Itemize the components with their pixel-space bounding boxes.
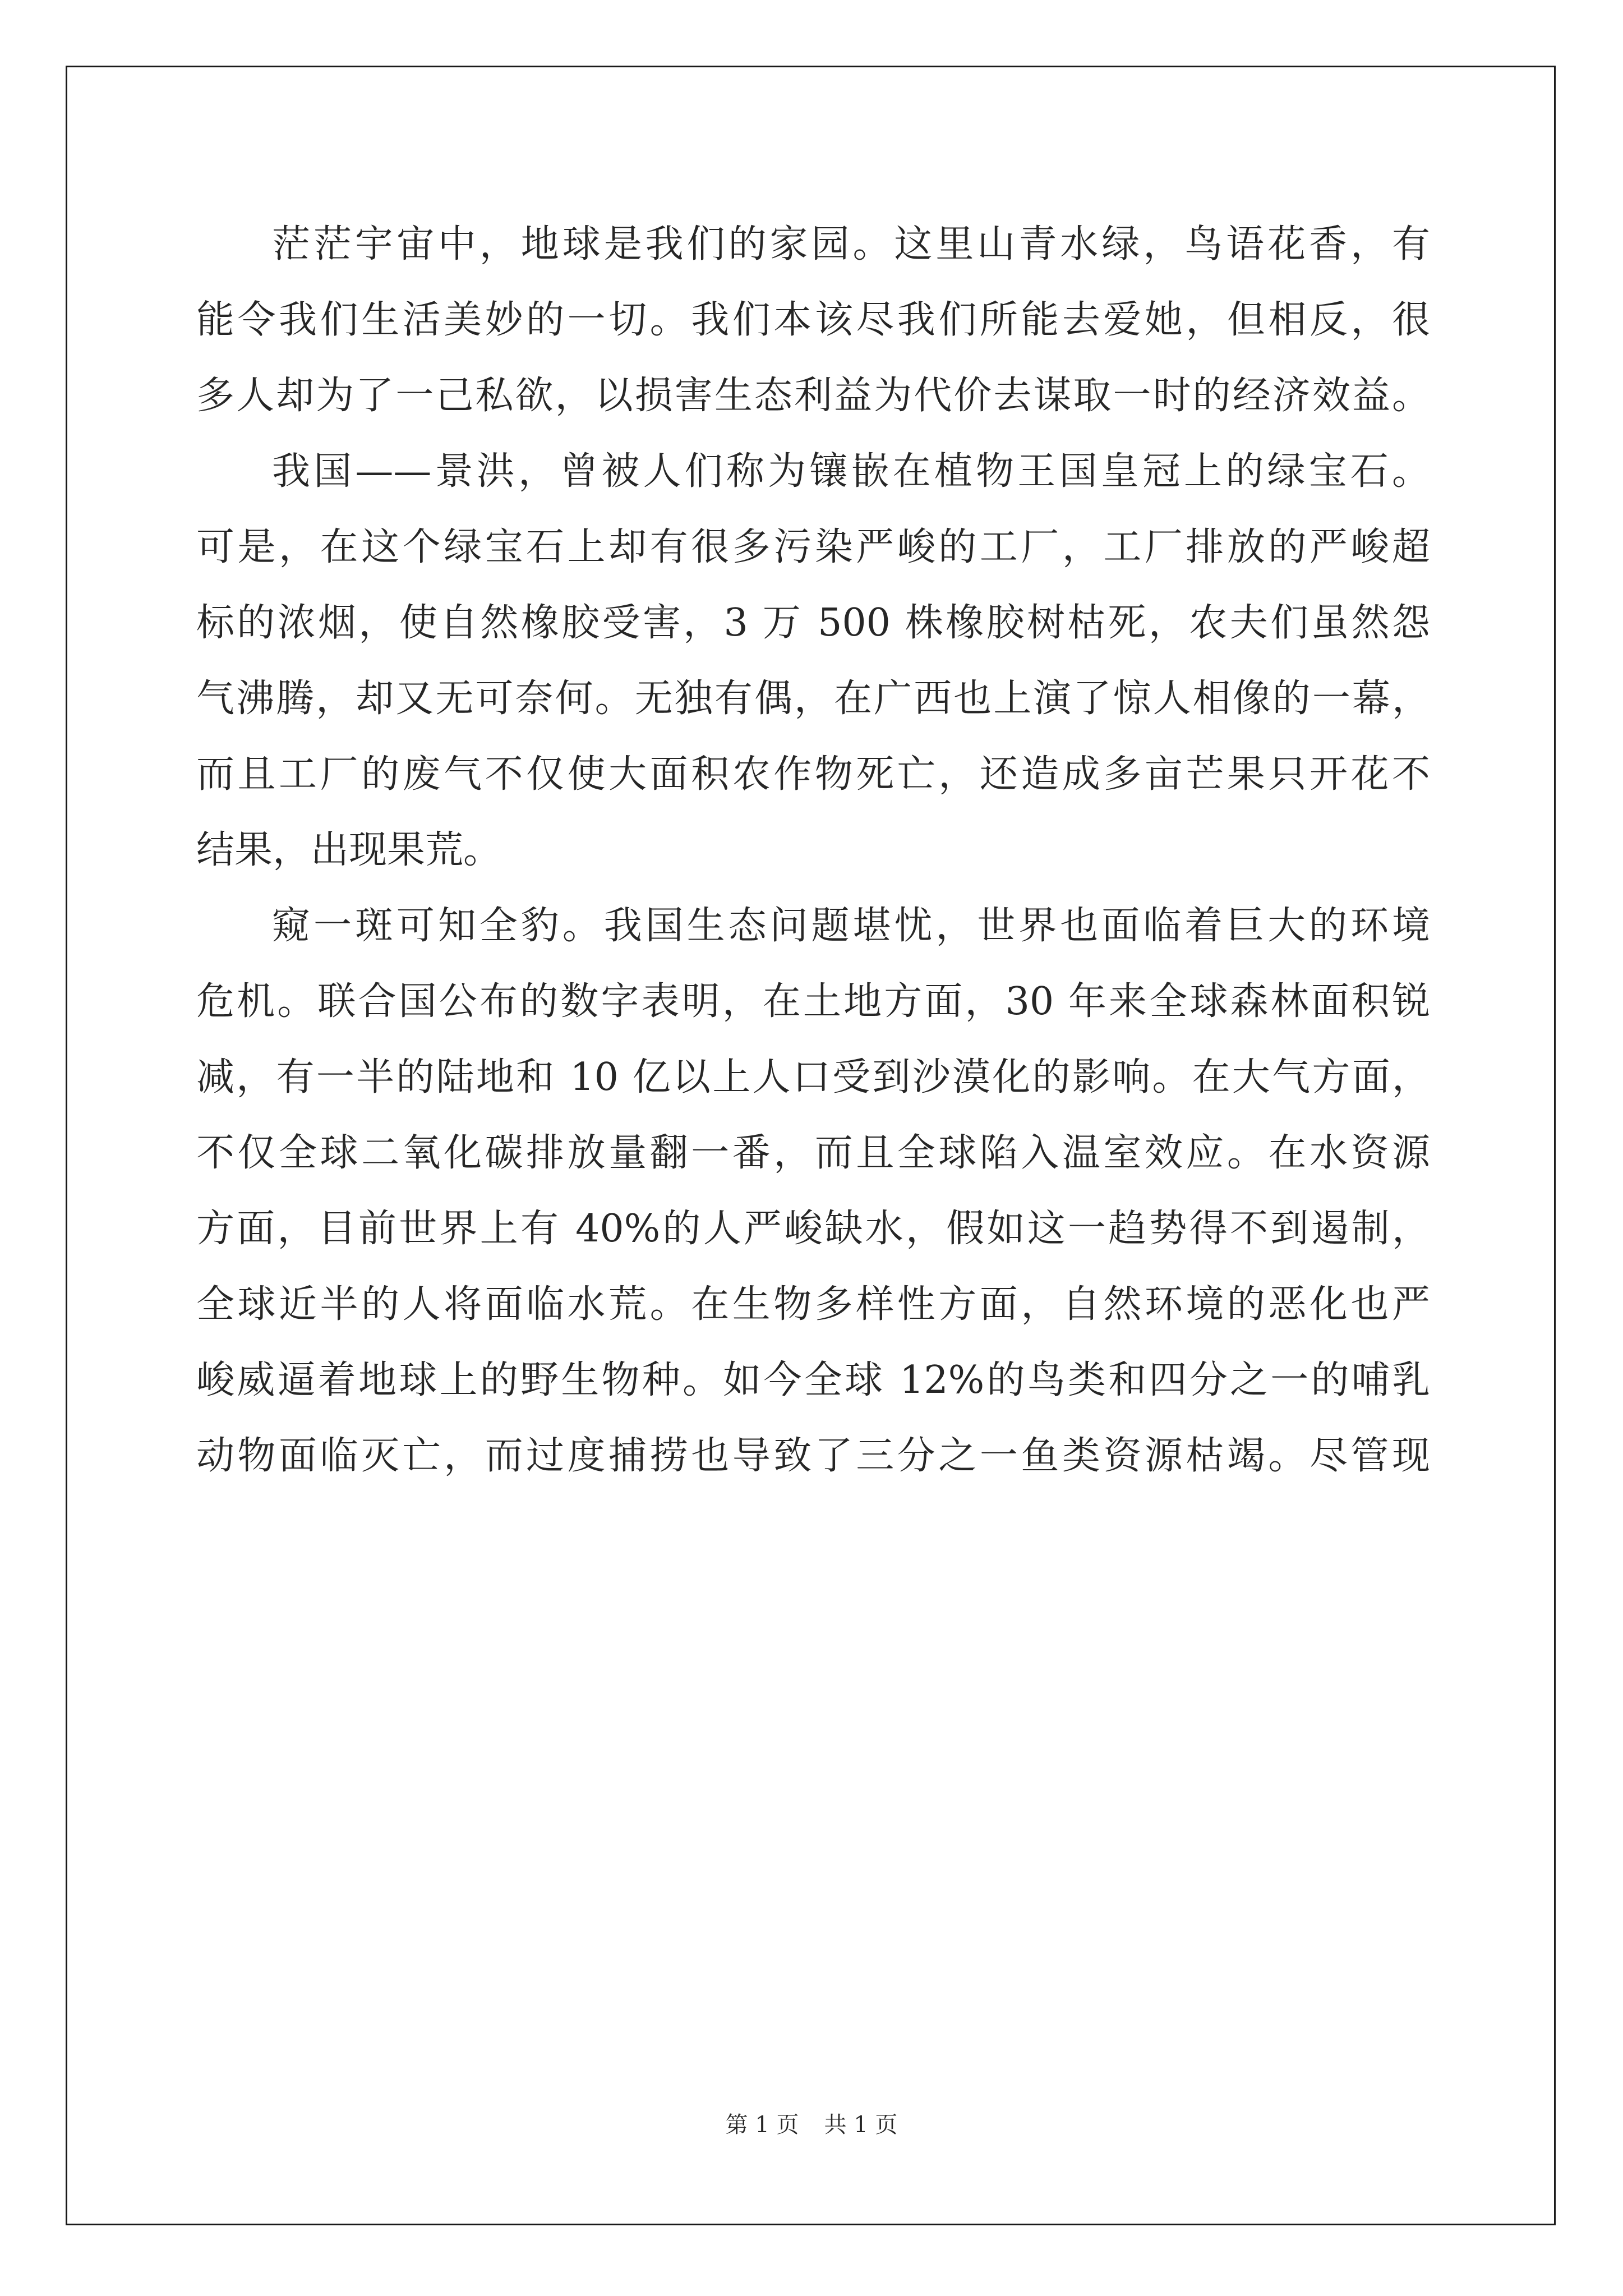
- page-number: 第 1 页: [725, 2112, 799, 2138]
- paragraph-2-line-1: 我国——景洪，曾被人们称为镶嵌在植物王国皇冠上的绿宝石。: [272, 449, 1430, 494]
- paragraph-2-line-2: 可是，在这个绿宝石上却有很多污染严峻的工厂，工厂排放的严峻超: [196, 525, 1430, 569]
- paragraph-2-line-6: 结果，出现果荒。: [196, 828, 502, 872]
- paragraph-3-line-1: 窥一斑可知全豹。我国生态问题堪忧，世界也面临着巨大的环境: [272, 904, 1430, 948]
- paragraph-3-line-4: 不仅全球二氧化碳排放量翻一番，而且全球陷入温室效应。在水资源: [196, 1131, 1430, 1175]
- paragraph-1-line-2: 能令我们生活美妙的一切。我们本该尽我们所能去爱她，但相反，很: [196, 298, 1430, 342]
- paragraph-1-line-3: 多人却为了一己私欲，以损害生态利益为代价去谋取一时的经济效益。: [196, 374, 1430, 418]
- paragraph-3-line-8: 动物面临灭亡，而过度捕捞也导致了三分之一鱼类资源枯竭。尽管现: [196, 1434, 1430, 1478]
- paragraph-2-line-4: 气沸腾，却又无可奈何。无独有偶，在广西也上演了惊人相像的一幕，: [196, 677, 1430, 721]
- paragraph-3-line-5: 方面，目前世界上有 40%的人严峻缺水，假如这一趋势得不到遏制，: [196, 1207, 1430, 1251]
- paragraph-3-line-7: 峻威逼着地球上的野生物种。如今全球 12%的鸟类和四分之一的哺乳: [196, 1358, 1430, 1402]
- paragraph-1-line-1: 茫茫宇宙中，地球是我们的家园。这里山青水绿，鸟语花香，有: [272, 222, 1430, 266]
- page-total: 共 1 页: [824, 2112, 898, 2138]
- page-footer: [0, 2111, 1623, 2139]
- paragraph-3-line-6: 全球近半的人将面临水荒。在生物多样性方面，自然环境的恶化也严: [196, 1282, 1430, 1327]
- paragraph-2-line-3: 标的浓烟，使自然橡胶受害，3 万 500 株橡胶树枯死，农夫们虽然怨: [196, 601, 1430, 645]
- paragraph-3-line-2: 危机。联合国公布的数字表明，在土地方面，30 年来全球森林面积锐: [196, 979, 1430, 1024]
- paragraph-3-line-3: 减，有一半的陆地和 10 亿以上人口受到沙漠化的影响。在大气方面，: [196, 1055, 1430, 1099]
- paragraph-2-line-5: 而且工厂的废气不仅使大面积农作物死亡，还造成多亩芒果只开花不: [196, 752, 1430, 797]
- document-body: [196, 206, 1430, 1494]
